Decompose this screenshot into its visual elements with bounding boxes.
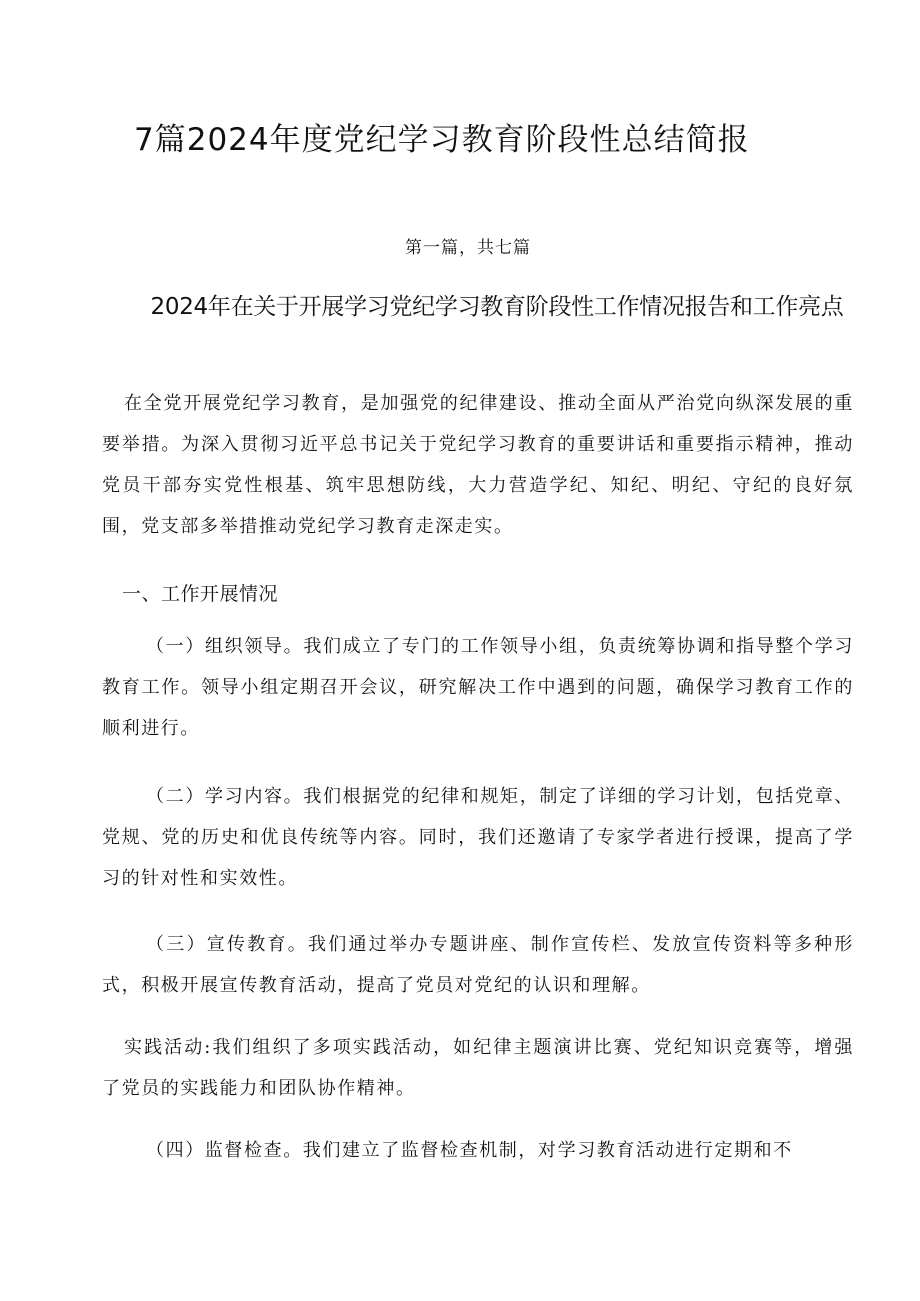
part-label: 第一篇，共七篇 [405, 238, 531, 258]
paragraph-content: （二）学习内容。我们根据党的纪律和规矩，制定了详细的学习计划，包括党章、党规、党的历史和优良传统等内容。同时，我们还邀请了专家学者进行授课，提高了学习的针对性和实效性。 [102, 786, 854, 889]
document-title: 7篇2024年度党纪学习教育阶段性总结简报 [134, 122, 750, 158]
article-title: 2024年在关于开展学习党纪学习教育阶段性工作情况报告和工作亮点 [150, 294, 844, 320]
paragraph-practice: 实践活动:我们组织了多项实践活动，如纪律主题演讲比赛、党纪知识竞赛等，增强了党员的实践能力和团队协作精神。 [102, 1037, 854, 1099]
paragraph-organization: （一）组织领导。我们成立了专门的工作领导小组，负责统筹协调和指导整个学习教育工作。领导小组定期召开会议，研究解决工作中遇到的问题，确保学习教育工作的顺利进行。 [102, 636, 854, 739]
paragraph-publicity: （三）宣传教育。我们通过举办专题讲座、制作宣传栏、发放宣传资料等多种形式，积极开展宣传教育活动，提高了党员对党纪的认识和理解。 [102, 934, 854, 996]
section-heading: 一、工作开展情况 [122, 583, 279, 605]
intro-paragraph: 在全党开展党纪学习教育，是加强党的纪律建设、推动全面从严治党向纵深发展的重要举措。为深入贯彻习近平总书记关于党纪学习教育的重要讲话和重要指示精神，推动党员干部夯实党性根基、筑牢思想防线，大力营造学纪、知纪、明纪、守纪的良好氛围，党支部多举措推动党纪学习教育走深走实。 [102, 393, 854, 537]
paragraph-supervision: （四）监督检查。我们建立了监督检查机制，对学习教育活动进行定期和不 [146, 1140, 793, 1161]
